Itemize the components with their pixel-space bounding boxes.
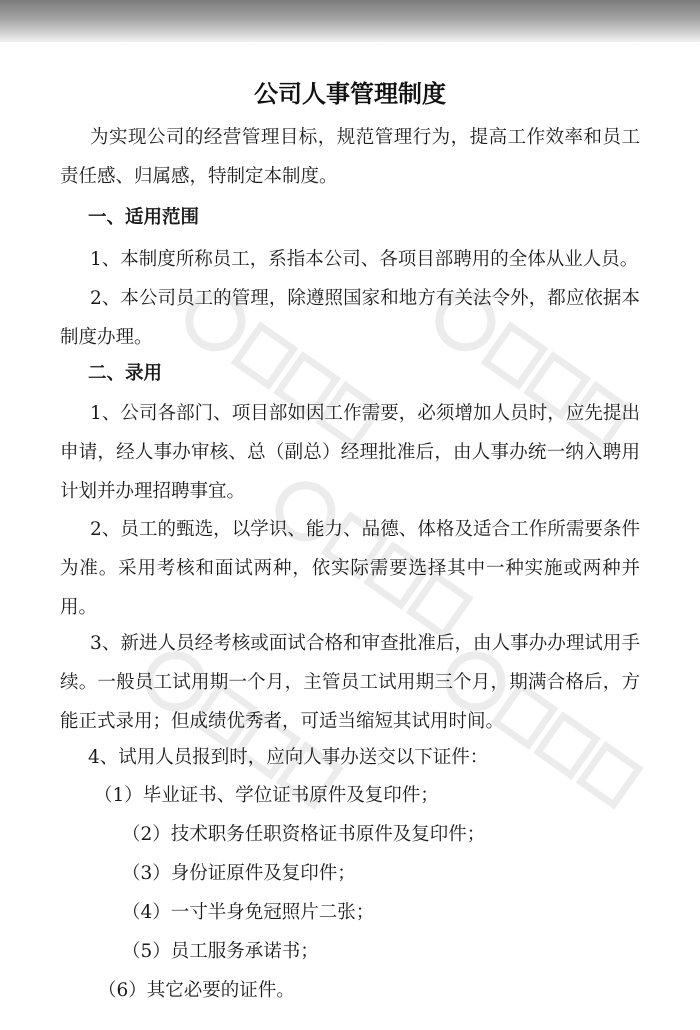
scope-item-2: 2、本公司员工的管理，除遵照国家和地方有关法令外，都应依据本制度办理。 [60,288,640,348]
section-heading-hiring: 二、录用 [88,363,163,384]
hiring-item-2: 2、员工的甄选，以学识、能力、品德、体格及适合工作所需要条件为准。采用考核和面试两种，依实际需要选择其中一种实施或两种并用。 [60,519,640,618]
document-list-item: （1）毕业证书、学位证书原件及复印件； [94,785,439,806]
hiring-item-4: 4、试用人员报到时，应向人事办送交以下证件： [88,747,489,768]
intro-paragraph: 为实现公司的经营管理目标，规范管理行为，提高工作效率和员工责任感、归属感，特制定本制度。 [60,127,640,187]
scope-item-1: 1、本制度所称员工，系指本公司、各项目部聘用的全体从业人员。 [90,249,639,270]
document-list-item: （4）一寸半身免冠照片二张； [122,902,375,923]
document-list-item: （3）身份证原件及复印件； [122,863,356,884]
hiring-item-3: 3、新进人员经考核或面试合格和审查批准后，由人事办办理试用手续。一般员工试用期一个月，主管员工试用期三个月，期满合格后，方能正式录用；但成绩优秀者，可适当缩短其试用时间。 [60,633,640,732]
document-title: 公司人事管理制度 [254,80,446,108]
section-heading-scope: 一、适用范围 [88,207,200,228]
document-list-item: （5）员工服务承诺书； [122,941,319,962]
document-list-item: （6）其它必要的证件。 [98,980,295,1001]
document-list-item: （2）技术职务任职资格证书原件及复印件； [122,824,486,845]
hiring-item-1: 1、公司各部门、项目部如因工作需要，必须增加人员时，应先提出申请，经人事办审核、总（副总）经理批准后，由人事办统一纳入聘用计划并办理招聘事宜。 [60,403,640,502]
